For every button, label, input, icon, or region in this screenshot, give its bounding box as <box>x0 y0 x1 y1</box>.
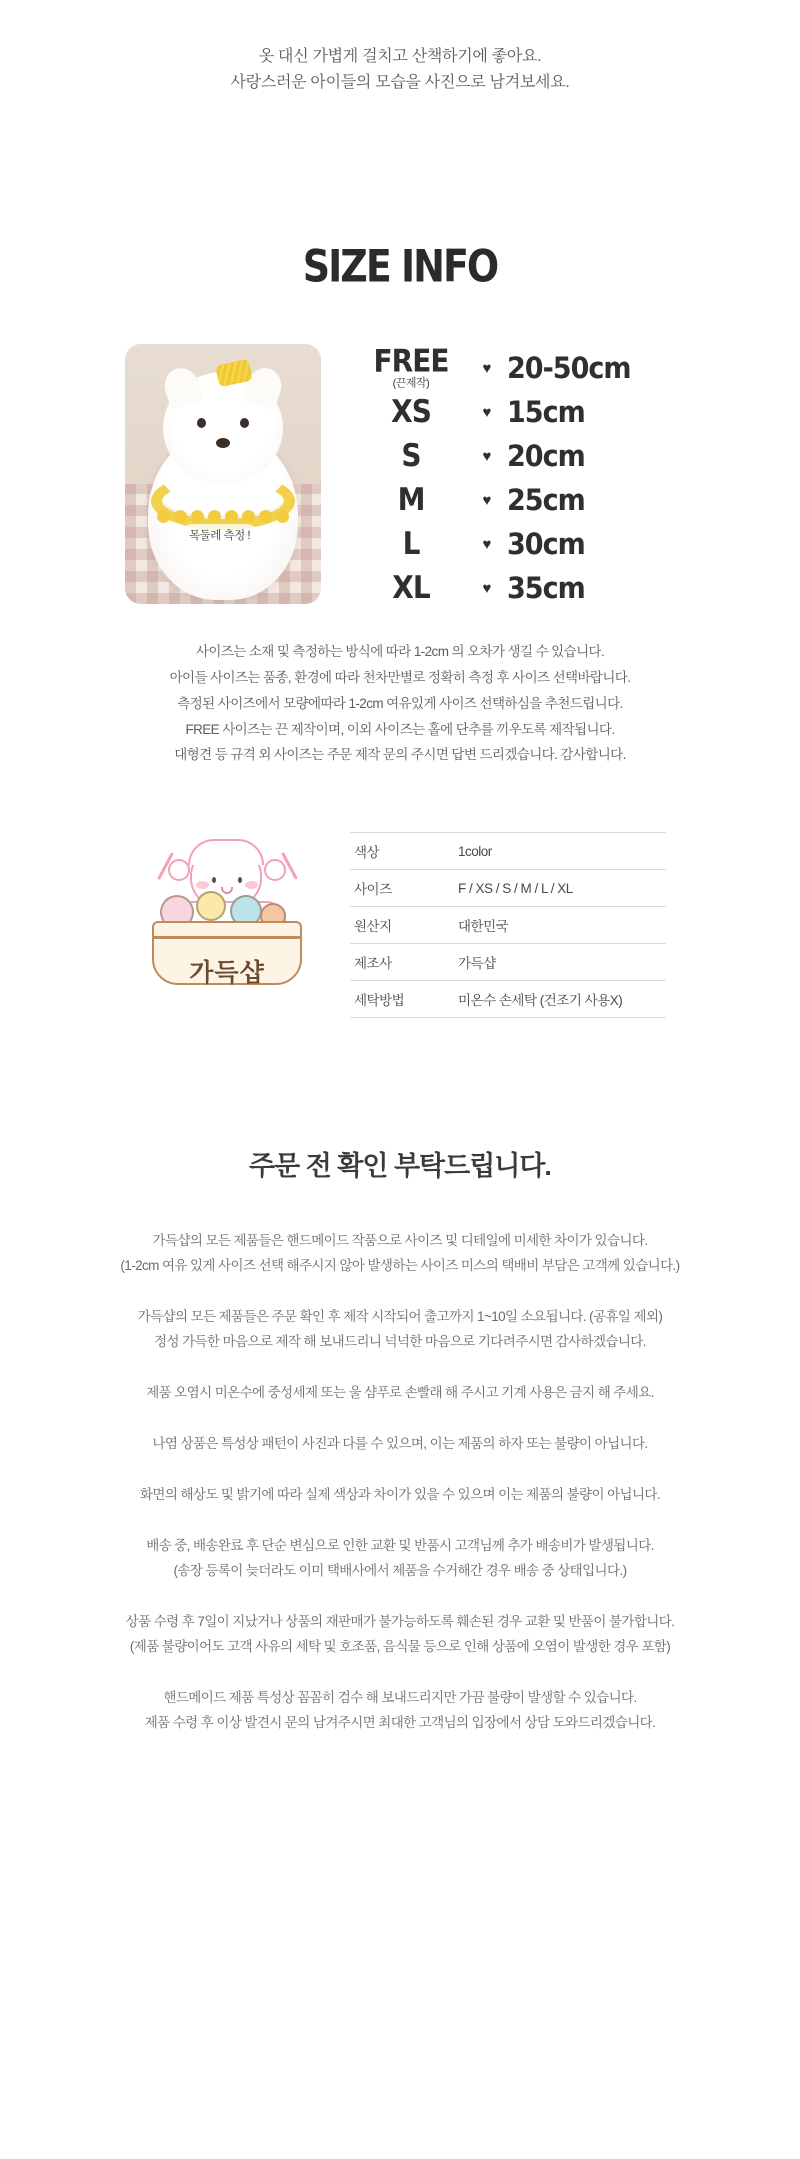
heart-icon: ♥ <box>482 535 492 553</box>
heart-icon: ♥ <box>482 579 492 597</box>
dog-nose <box>216 438 230 448</box>
girl-hair <box>188 839 264 865</box>
heart-icon: ♥ <box>482 447 492 465</box>
measure-caption: 목둘레 측정 ! <box>181 524 258 546</box>
spec-value: 1color <box>436 833 666 870</box>
notice-paragraph: 나염 상품은 특성상 패턴이 사진과 다를 수 있으며, 이는 제품의 하자 또는 불량이 아닙니다. <box>152 1436 648 1452</box>
size-note: FREE 사이즈는 끈 제작이며, 이외 사이즈는 홀에 단추를 끼우도록 제작됩니다. <box>185 721 615 737</box>
size-note: 사이즈는 소재 및 측정하는 방식에 따라 1-2cm 의 오차가 생길 수 있습니다. <box>195 643 605 659</box>
size-value: 15cm <box>507 395 585 430</box>
size-value: 20cm <box>507 439 585 474</box>
intro-line-1: 옷 대신 가볍게 걸치고 산책하기에 좋아요. <box>258 48 542 65</box>
notice-paragraph: 핸드메이드 제품 특성상 꼼꼼히 검수 해 보내드리지만 가끔 불량이 발생할 수 있습니다. 제품 수령 후 이상 발견시 문의 남겨주시면 최대한 고객님의 입장에서 상담 도와드리겠습니다. <box>144 1690 656 1730</box>
table-row <box>350 907 666 944</box>
brand-logo <box>134 837 320 1013</box>
size-label-text: FREE <box>373 343 449 380</box>
notice-section <box>0 1229 800 1806</box>
size-row <box>355 480 675 521</box>
spec-value: 미온수 손세탁 (건조기 사용X) <box>436 981 666 1018</box>
notice-paragraph: 상품 수령 후 7일이 지났거나 상품의 재판매가 불가능하도록 훼손된 경우 교환 및 반품이 불가합니다. (제품 불량이어도 고객 사유의 세탁 및 호조품, 음식물 등으로 인해 상품에 오염이 발생한 경우 포함) <box>125 1614 675 1655</box>
dog-photo <box>125 344 321 604</box>
intro-line-2: 사랑스러운 아이들의 모습을 사진으로 남겨보세요. <box>230 73 570 91</box>
size-value: 35cm <box>507 571 585 606</box>
size-label: S <box>401 437 421 474</box>
size-label-sub: (끈제작) <box>392 377 430 390</box>
spec-table <box>350 832 666 1018</box>
spec-key: 제조사 <box>350 944 436 981</box>
size-note: 측정된 사이즈에서 모량에따라 1-2cm 여유있게 사이즈 선택하심을 추천드립니다. <box>177 695 623 711</box>
notice-title: 주문 전 확인 부탁드립니다. <box>249 1151 551 1182</box>
table-row <box>350 870 666 907</box>
table-row <box>350 833 666 870</box>
size-note: 대형견 등 규격 외 사이즈는 주문 제작 문의 주시면 답변 드리겠습니다. 감사합니다. <box>174 747 626 763</box>
notice-paragraph: 화면의 해상도 및 밝기에 따라 실제 색상과 차이가 있을 수 있으며 이는 제품의 불량이 아닙니다. <box>139 1487 661 1503</box>
size-label: XL <box>392 569 430 606</box>
size-label: XS <box>391 393 431 430</box>
table-row <box>350 981 666 1018</box>
spec-key: 원산지 <box>350 907 436 944</box>
notice-paragraph: 가득샵의 모든 제품들은 핸드메이드 작품으로 사이즈 및 디테일에 미세한 차이가 있습니다. (1-2cm 여유 있게 사이즈 선택 해주시지 않아 발생하는 사이즈 미스의 택배비 부담은 고객께 있습니다.) <box>120 1233 680 1274</box>
heart-icon: ♥ <box>482 403 492 421</box>
brand-name: 가득샵 <box>189 959 265 988</box>
size-notes <box>0 639 800 769</box>
size-info-title: SIZE INFO <box>302 239 498 292</box>
size-label: M <box>397 481 425 518</box>
spec-section <box>0 832 800 1018</box>
dog-eye-left <box>197 418 206 428</box>
notice-paragraph: 제품 오염시 미온수에 중성세제 또는 울 샴푸로 손빨래 해 주시고 기계 사용은 금지 해 주세요. <box>146 1385 654 1401</box>
size-row <box>355 343 675 390</box>
size-row <box>355 568 675 609</box>
spec-value: 가득샵 <box>436 944 666 981</box>
size-label: L <box>402 525 420 562</box>
dog-eye-right <box>240 418 249 428</box>
table-row <box>350 944 666 981</box>
size-table <box>355 344 675 609</box>
size-row <box>355 524 675 565</box>
intro-section <box>0 0 800 96</box>
heart-icon: ♥ <box>482 491 492 509</box>
size-label <box>355 343 467 390</box>
size-value: 30cm <box>507 527 585 562</box>
size-value: 25cm <box>507 483 585 518</box>
hair-bun-left <box>168 859 190 881</box>
size-row <box>355 392 675 433</box>
notice-paragraph: 가득샵의 모든 제품들은 주문 확인 후 제작 시작되어 출고까지 1~10일 소요됩니다. (공휴일 제외) 정성 가득한 마음으로 제작 해 보내드리니 넉넉한 마음으로 기다려주시면 감사하겠습니다. <box>137 1309 663 1350</box>
spec-value: 대한민국 <box>436 907 666 944</box>
size-value: 20-50cm <box>507 351 631 386</box>
notice-paragraph: 배송 중, 배송완료 후 단순 변심으로 인한 교환 및 반품시 고객님께 추가 배송비가 발생됩니다. (송장 등록이 늦더라도 이미 택배사에서 제품을 수거해간 경우 배송 중 상태입니다.) <box>146 1538 654 1579</box>
size-info-section <box>0 344 800 609</box>
hair-bun-right <box>264 859 286 881</box>
spec-key: 색상 <box>350 833 436 870</box>
heart-icon: ♥ <box>482 359 492 377</box>
size-note: 아이들 사이즈는 품종, 환경에 따라 천차만별로 정확히 측정 후 사이즈 선택바랍니다. <box>169 669 631 685</box>
spec-key: 사이즈 <box>350 870 436 907</box>
spec-value: F / XS / S / M / L / XL <box>436 870 666 907</box>
spec-key: 세탁방법 <box>350 981 436 1018</box>
size-row <box>355 436 675 477</box>
